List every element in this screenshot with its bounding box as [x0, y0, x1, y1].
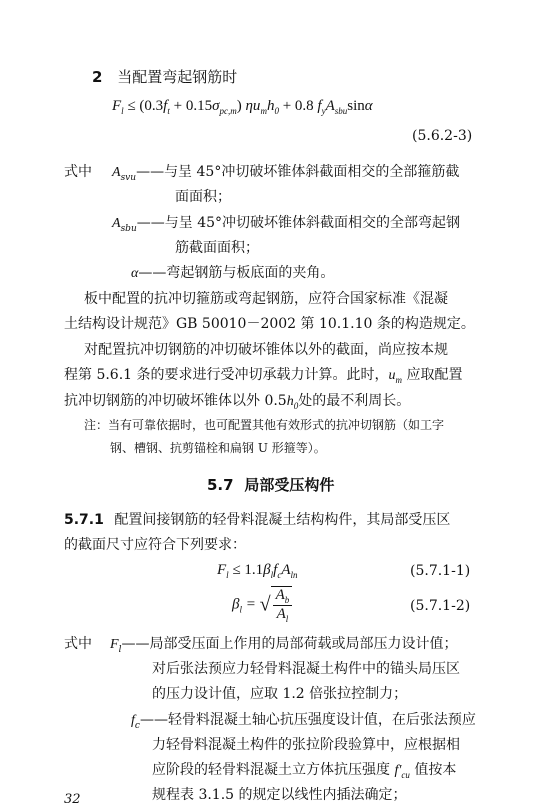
- definition-text: 值按本: [414, 762, 457, 778]
- clause-line: [64, 509, 450, 529]
- equation-number: (5.7.1-1): [410, 563, 471, 579]
- section-title: 局部受压构件: [244, 476, 335, 494]
- symbol: F: [110, 637, 119, 652]
- definition-text: ——与呈 45°冲切破坏锥体斜截面相交的全部箍筋截: [136, 164, 460, 180]
- note-line: 注：当有可靠依据时，也可配置其他有效形式的抗冲切钢筋（如工字: [84, 418, 445, 432]
- paragraph-line: [64, 390, 410, 411]
- item-number: 2: [92, 68, 103, 86]
- page-number: 32: [64, 792, 81, 807]
- paragraph-line: [64, 364, 462, 385]
- formula-5-7-1-2: $\beta_l$ = √ $\frac{A_b}{A_l}$: [232, 586, 292, 624]
- definition-asbu: [112, 212, 460, 234]
- section-number: 5.7: [207, 476, 234, 494]
- clause-text: 配置间接钢筋的轻骨料混凝土结构构件，其局部受压区: [114, 512, 451, 528]
- definition-text: ——局部受压面上作用的局部荷载或局部压力设计值；: [121, 636, 458, 652]
- symbol-fcu-prime: $f'_{cu}$: [394, 763, 410, 780]
- definition-text: 应阶段的轻骨料混凝土立方体抗压强度: [152, 762, 390, 778]
- definition-text-continued: 面面积；: [175, 189, 231, 205]
- definition-text-continued: 对后张法预应力轻骨料混凝土构件中的锚头局压区: [152, 661, 460, 677]
- definition-fl: [110, 633, 457, 655]
- section-heading: [207, 474, 334, 495]
- paragraph-line: 土结构设计规范》GB 50010－2002 第 10.1.10 条的构造规定。: [64, 316, 475, 332]
- symbol: α: [131, 266, 139, 281]
- paragraph-text: 抗冲切钢筋的冲切破坏锥体以外 0.5: [64, 393, 287, 409]
- symbol-um: $u_m$: [388, 368, 403, 385]
- paragraph-line: 对配置抗冲切钢筋的冲切破坏锥体以外的截面，尚应按本规: [84, 342, 448, 358]
- paragraph-text: 处的最不利周长。: [298, 393, 411, 409]
- equation-number: (5.7.1-2): [410, 598, 471, 614]
- symbol: f: [131, 713, 135, 728]
- formula-5-6-2-3: $F_l \le (0.3f_t + 0.15\sigma_{pc,m}) \eta u_mh_0 + 0.8$ $f_yA_{sbu}\sin\alpha$: [112, 98, 373, 116]
- symbol: A: [112, 216, 121, 231]
- definition-text-continued: 筋截面面积；: [175, 240, 259, 256]
- clause-number: 5.7.1: [64, 512, 104, 528]
- definition-alpha: [131, 262, 334, 282]
- paragraph-text: 程第 5.6.1 条的要求进行受冲切承载力计算。此时，: [64, 367, 389, 383]
- note-line: 钢、槽钢、抗剪锚栓和扁钢 U 形箍等）。: [110, 441, 326, 455]
- symbol: A: [112, 165, 121, 180]
- paragraph-text: 应取配置: [406, 367, 463, 383]
- definition-text-continued: 规程表 3.1.5 的规定以线性内插法确定；: [152, 787, 407, 803]
- equation-number: (5.6.2-3): [412, 128, 473, 144]
- where-label: 式中: [64, 164, 92, 180]
- definition-text: ——轻骨料混凝土轴心抗压强度设计值，在后张法预应: [139, 712, 476, 728]
- definition-text: ——与呈 45°冲切破坏锥体斜截面相交的全部弯起钢: [136, 215, 461, 231]
- definition-text: ——弯起钢筋与板底面的夹角。: [138, 265, 335, 281]
- definition-text-continued: 的压力设计值，应取 1.2 倍张拉控制力；: [152, 686, 408, 702]
- symbol-subscript: c: [134, 720, 140, 731]
- definition-text-continued: 力轻骨料混凝土构件的张拉阶段验算中，应根据相: [152, 737, 460, 753]
- definition-asvu: [112, 161, 459, 183]
- item-heading: [92, 66, 237, 87]
- definition-fc: [131, 709, 476, 731]
- symbol-subscript: l: [118, 644, 122, 655]
- symbol-h0: $h_0$: [286, 394, 299, 411]
- definition-text-continued: [152, 759, 456, 780]
- item-title: 当配置弯起钢筋时: [117, 68, 238, 86]
- symbol-subscript: sbu: [120, 223, 137, 234]
- symbol-subscript: svu: [120, 172, 137, 183]
- formula-5-7-1-1: $F_l \le 1.1\beta_lf_cA_{ln}$: [217, 562, 298, 580]
- where-label: 式中: [64, 636, 92, 652]
- clause-line: 的截面尺寸应符合下列要求：: [64, 537, 246, 553]
- paragraph-line: 板中配置的抗冲切箍筋或弯起钢筋，应符合国家标准《混凝: [84, 291, 448, 307]
